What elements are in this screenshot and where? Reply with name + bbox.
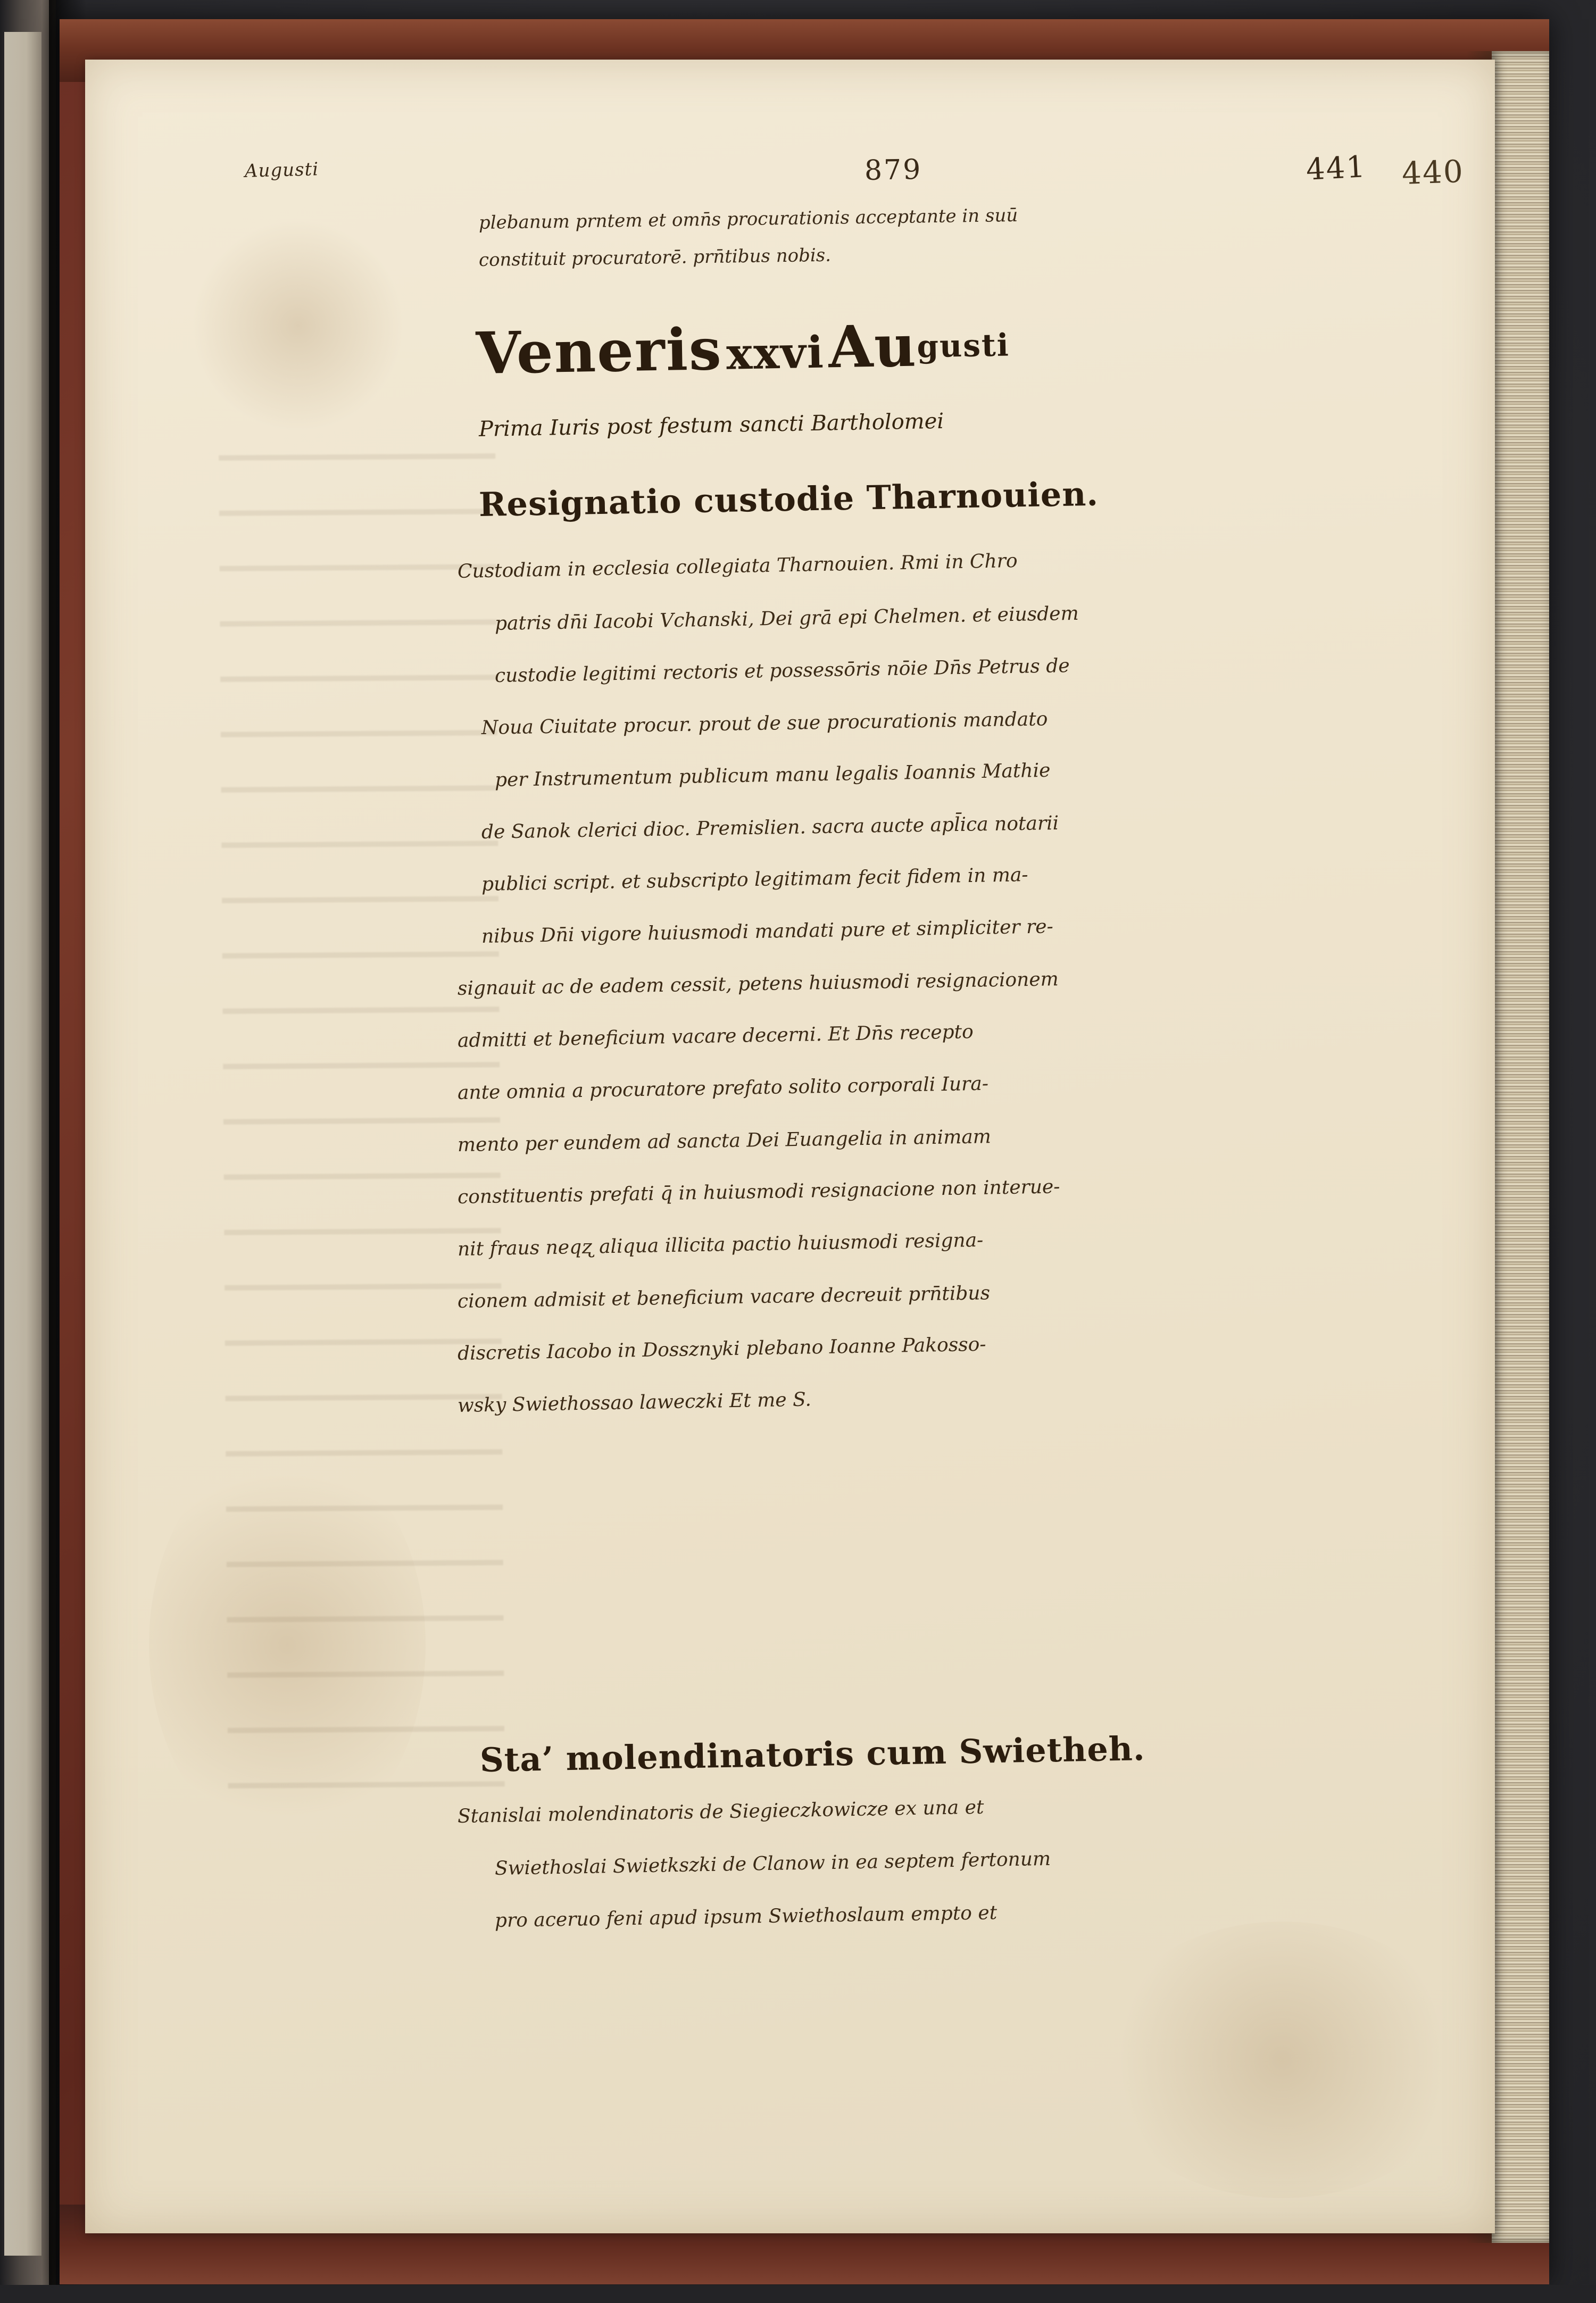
body-line: de Sanok clerici dioc. Premislien. sacra aucte apl̄ica notarii <box>481 812 1059 843</box>
body-line: Noua Ciuitate procur. prout de sue procurationis mandato <box>481 708 1048 739</box>
body-line: per Instrumentum publicum manu legalis Ioannis Mathie <box>494 759 1051 791</box>
section-heading-stanislai: Sta’ molendinatoris cum Swietheh. <box>479 1729 1146 1780</box>
title-word-veneris: Veneris <box>475 315 723 387</box>
title-word-date: xxvi <box>726 327 825 380</box>
preamble-line: constituit procuratorē. prn̄tibus nobis. <box>478 244 832 271</box>
body-line: ante omnia a procuratore prefato solito corporali Iura- <box>457 1072 989 1104</box>
page-subtitle: Prima Iuris post festum sancti Bartholomei <box>478 409 944 442</box>
body-line: publici script. et subscripto legitimam fecit fidem in ma- <box>481 864 1028 895</box>
body-line: discretis Iacobo in Dossznyki plebano Ioanne Pakosso- <box>457 1333 986 1365</box>
section-heading-resignatio: Resignatio custodie Tharnouien. <box>478 474 1099 524</box>
body-line: nibus Dn̄i vigore huiusmodi mandati pure et simpliciter re- <box>481 916 1054 947</box>
body-line: mento per eundem ad sancta Dei Euangelia in animam <box>457 1126 992 1156</box>
codex-block <box>60 19 1549 2284</box>
foxing-stain <box>1096 1922 1468 2198</box>
folio-number-right-primary: 441 <box>1305 149 1367 187</box>
body-line: custodie legitimi rectoris et possessōris nōie Dn̄s Petrus de <box>494 655 1070 687</box>
facing-leaf-edge <box>0 0 56 2303</box>
body-line: admitti et beneficium vacare decerni. Et Dn̄s recepto <box>457 1021 974 1052</box>
body-line: wsky Swiethossao laweczki Et me S. <box>457 1389 812 1417</box>
section-body-stanislai <box>457 1796 1051 1964</box>
folio-number-right-secondary: 440 <box>1401 153 1465 192</box>
body-line: patris dn̄i Iacobi Vchanski, Dei grā epi Chelmen. et eiusdem <box>494 602 1079 635</box>
facing-leaf-paper <box>4 32 41 2256</box>
manuscript-leaf <box>85 60 1495 2233</box>
folio-number-center: 879 <box>864 154 922 187</box>
body-line: Stanislai molendinatoris de Siegieczkowicze ex una et <box>457 1796 984 1827</box>
page-title <box>476 311 1010 387</box>
title-word-au: Au <box>828 312 918 381</box>
margin-month-label: Augusti <box>244 159 319 182</box>
body-line: Custodiam in ecclesia collegiata Tharnouien. Rmi in Chro <box>457 550 1018 583</box>
section-body-resignatio <box>457 550 1079 1449</box>
preamble-line: plebanum prntem et omn̄s procurationis acceptante in suū <box>478 204 1018 234</box>
body-line: Swiethoslai Swietkszki de Clanow in ea septem fertonum <box>494 1848 1051 1880</box>
title-word-gusti: gusti <box>916 327 1010 365</box>
body-line: nit fraus neqʐ aliqua illicita pactio huiusmodi resigna- <box>457 1229 984 1260</box>
body-line: pro aceruo feni apud ipsum Swiethoslaum empto et <box>494 1902 998 1932</box>
foxing-stain <box>192 219 404 432</box>
body-line: signauit ac de eadem cessit, petens huiusmodi resignacionem <box>457 968 1059 1000</box>
body-line: cionem admisit et beneficium vacare decreuit prn̄tibus <box>457 1282 991 1312</box>
preamble-block <box>478 204 1463 288</box>
bottom-dark-edge <box>0 2285 1596 2303</box>
body-line: constituentis prefati q̄ in huiusmodi resignacione non interue- <box>457 1176 1060 1208</box>
fore-edge-leaves <box>1492 51 1549 2243</box>
